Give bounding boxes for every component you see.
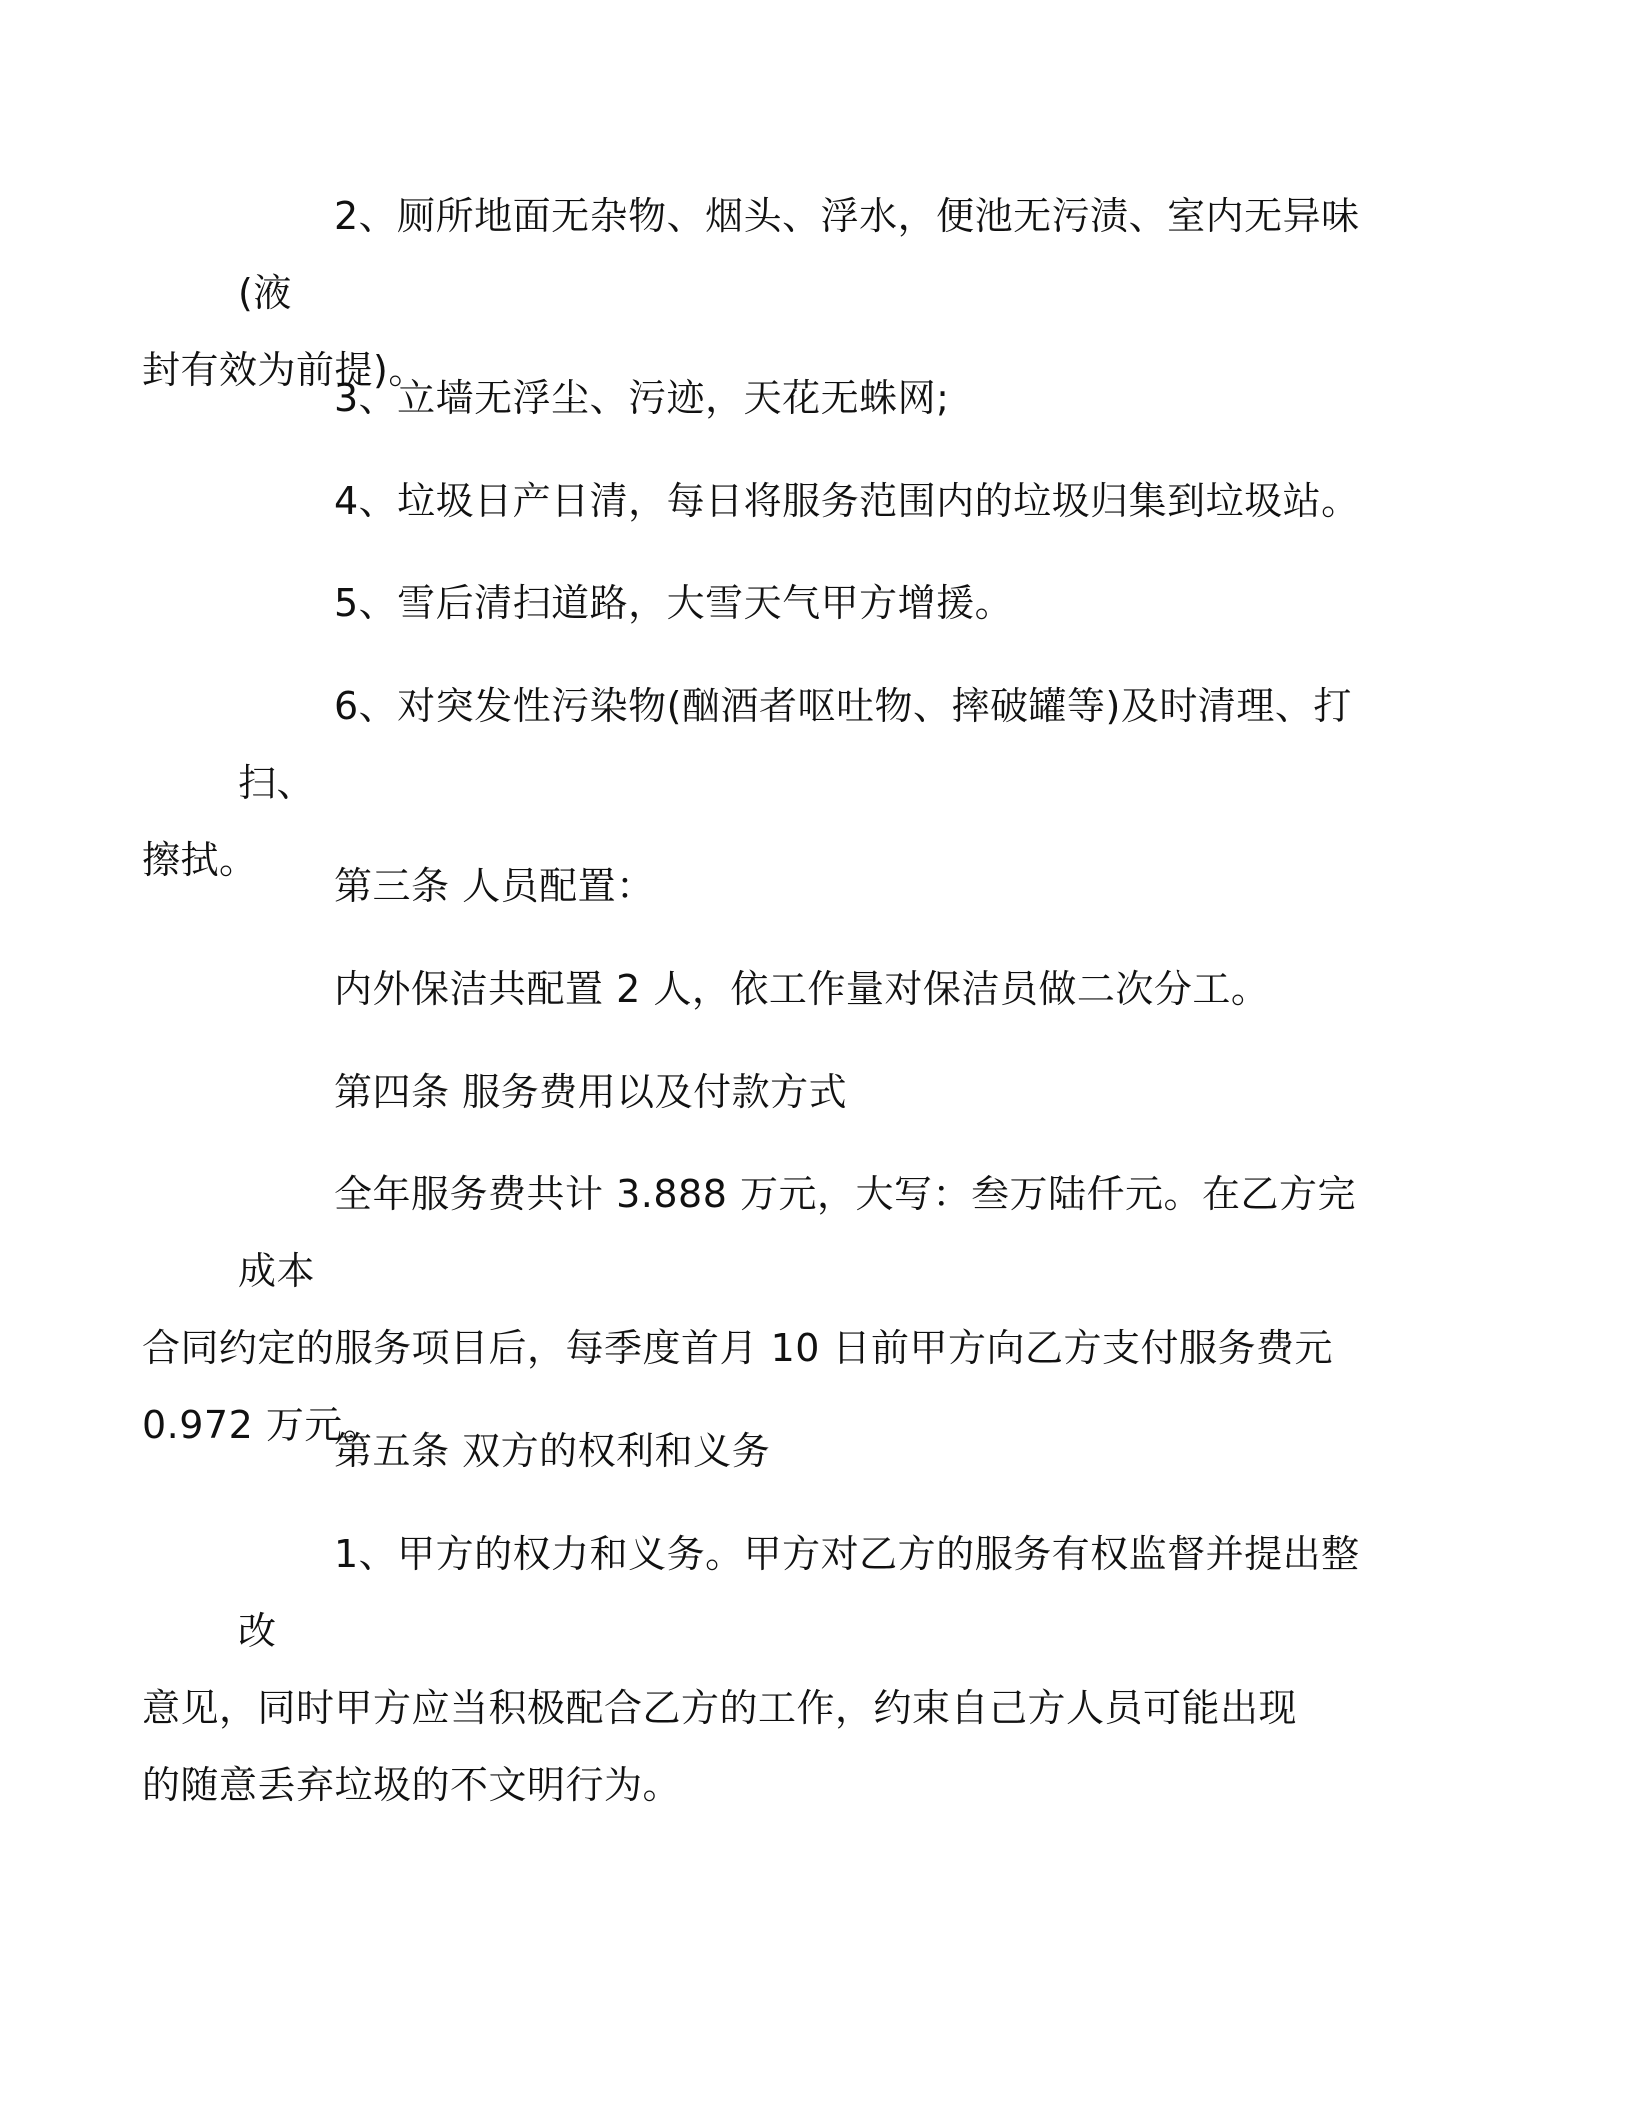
text-line: 2、厕所地面无杂物、烟头、浮水，便池无污渍、室内无异味(液 <box>238 194 1360 315</box>
section-heading-article-4 <box>238 1054 1388 1131</box>
text-line: 全年服务费共计 3.888 万元，大写：叁万陆仟元。在乙方完成本 <box>238 1172 1356 1293</box>
heading-text: 第四条 服务费用以及付款方式 <box>334 1070 848 1114</box>
text-line: 3、立墙无浮尘、污迹，天花无蛛网; <box>334 376 950 420</box>
paragraph-snow <box>238 565 1388 642</box>
text-line: 意见，同时甲方应当积极配合乙方的工作，约束自己方人员可能出现 <box>142 1686 1298 1730</box>
text-line: 的随意丢弃垃圾的不文明行为。 <box>142 1763 682 1807</box>
text-line: 擦拭。 <box>142 838 258 882</box>
text-line: 内外保洁共配置 2 人，依工作量对保洁员做二次分工。 <box>334 967 1270 1011</box>
text-line: 4、垃圾日产日清，每日将服务范围内的垃圾归集到垃圾站。 <box>334 479 1360 523</box>
text-line: 封有效为前提)。 <box>142 348 427 392</box>
paragraph-garbage <box>238 463 1388 540</box>
text-line: 合同约定的服务项目后，每季度首月 10 日前甲方向乙方支付服务费元 <box>142 1326 1334 1370</box>
heading-text: 第三条 人员配置： <box>334 864 655 908</box>
text-line: 0.972 万元。 <box>142 1403 382 1447</box>
paragraph-party-a-rights <box>142 1516 1388 1824</box>
heading-text: 第五条 双方的权利和义务 <box>334 1429 771 1473</box>
text-line: 6、对突发性污染物(酗酒者呕吐物、摔破罐等)及时清理、打扫、 <box>238 684 1352 805</box>
section-heading-article-5 <box>238 1413 1388 1490</box>
section-heading-article-3 <box>238 848 1388 925</box>
paragraph-staffing <box>238 951 1388 1028</box>
text-line: 1、甲方的权力和义务。甲方对乙方的服务有权监督并提出整改 <box>238 1532 1360 1653</box>
paragraph-walls <box>238 360 1388 437</box>
text-line: 5、雪后清扫道路，大雪天气甲方增援。 <box>334 581 1014 625</box>
